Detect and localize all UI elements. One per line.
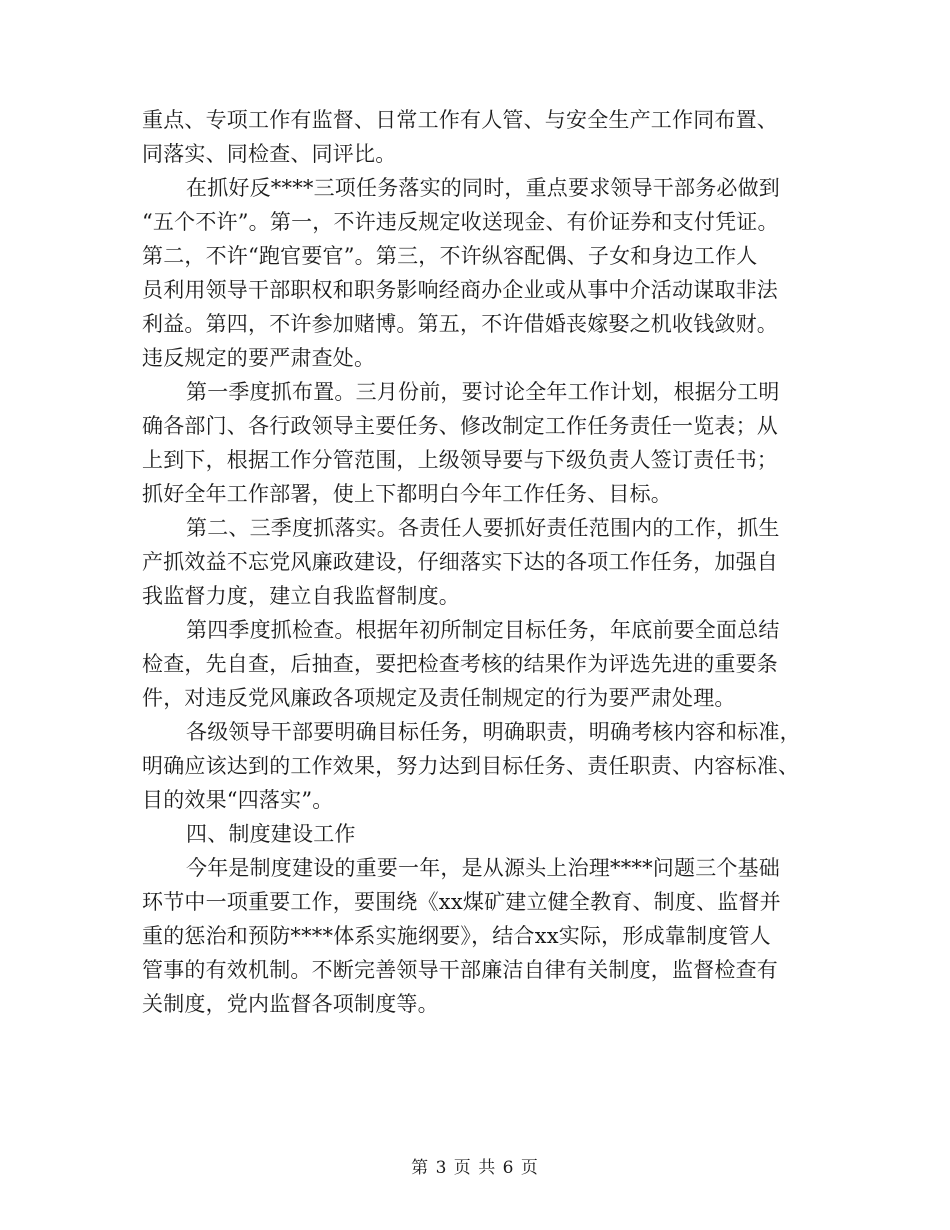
text-line: 第一季度抓布置。三月份前，要讨论全年工作计划，根据分工明 [186,380,780,404]
text-line: 重的惩治和预防****体系实施纲要》，结合xx实际，形成靠制度管人 [142,924,771,948]
text-line: “五个不许”。第一，不许违反规定收送现金、有价证券和支付凭证。 [142,210,779,234]
text-line: 产抓效益不忘党风廉政建设，仔细落实下达的各项工作任务，加强自 [142,550,778,574]
text-line: 件，对违反党风廉政各项规定及责任制规定的行为要严肃处理。 [142,686,736,710]
text-line: 员利用领导干部职权和职务影响经商办企业或从事中介活动谋取非法 [142,278,778,302]
text-line: 抓好全年工作部署，使上下都明白今年工作任务、目标。 [142,482,672,506]
text-line: 第二，不许“跑官要官”。第三，不许纵容配偶、子女和身边工作人 [142,244,758,268]
text-line: 管事的有效机制。不断完善领导干部廉洁自律有关制度，监督检查有 [142,958,778,982]
text-line: 上到下，根据工作分管范围，上级领导要与下级负责人签订责任书； [142,448,778,472]
text-line: 第四季度抓检查。根据年初所制定目标任务，年底前要全面总结 [186,618,780,642]
text-line: 四、制度建设工作 [186,822,356,846]
text-line: 明确应该达到的工作效果，努力达到目标任务、责任职责、内容标准、 [142,754,800,778]
text-line: 同落实、同检查、同评比。 [142,142,397,166]
text-line: 检查，先自查，后抽查，要把检查考核的结果作为评选先进的重要条 [142,652,778,676]
text-line: 我监督力度，建立自我监督制度。 [142,584,460,608]
text-line: 在抓好反****三项任务落实的同时，重点要求领导干部务必做到 [186,176,780,200]
text-line: 环节中一项重要工作，要围绕《xx煤矿建立健全教育、制度、监督并 [142,890,781,914]
text-line: 目的效果“四落实”。 [142,788,334,812]
text-line: 重点、专项工作有监督、日常工作有人管、与安全生产工作同布置、 [142,108,778,132]
text-line: 第二、三季度抓落实。各责任人要抓好责任范围内的工作，抓生 [186,516,780,540]
text-line: 今年是制度建设的重要一年，是从源头上治理****问题三个基础 [186,856,780,880]
text-line: 关制度，党内监督各项制度等。 [142,992,439,1016]
text-line: 违反规定的要严肃查处。 [142,346,376,370]
body-text [142,103,810,1021]
text-line: 各级领导干部要明确目标任务，明确职责，明确考核内容和标准， [186,720,801,744]
text-line: 确各部门、各行政领导主要任务、修改制定工作任务责任一览表；从 [142,414,778,438]
page-number-footer: 第 3 页 共 6 页 [411,1158,539,1178]
text-line: 利益。第四，不许参加赌博。第五，不许借婚丧嫁娶之机收钱敛财。 [142,312,778,336]
